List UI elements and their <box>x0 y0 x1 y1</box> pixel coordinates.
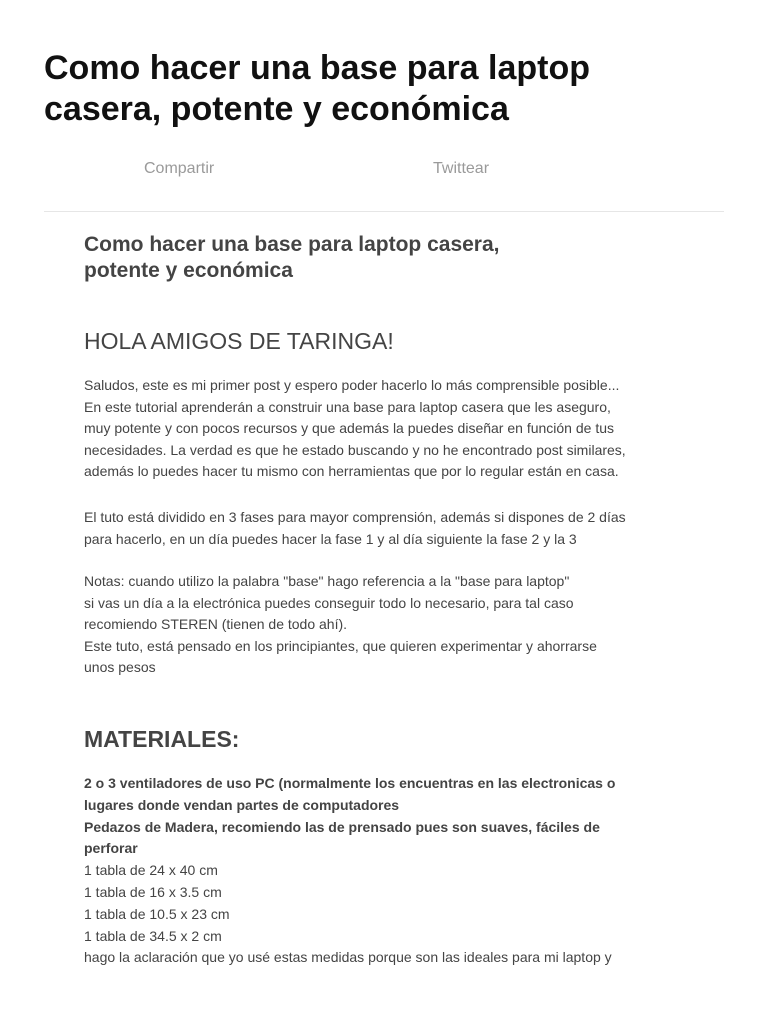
materials-line: 1 tabla de 24 x 40 cm <box>84 862 218 879</box>
materials-line: perforar <box>84 840 138 857</box>
page-title <box>44 48 724 130</box>
page-title-line: casera, potente y económica <box>44 90 509 128</box>
paragraph-line: Este tuto, está pensado en los principiantes, que quieren experimentar y ahorrarse <box>84 637 597 654</box>
materials-list <box>84 773 664 969</box>
post-title-line: potente y económica <box>84 259 293 282</box>
share-button[interactable]: Compartir <box>144 160 215 177</box>
paragraph-line: además lo puedes hacer tu mismo con herramientas que por lo regular están en casa. <box>84 463 619 479</box>
paragraph-line: muy potente y con pocos recursos y que además la puedes diseñar en función de tus <box>84 420 614 436</box>
materials-line: Pedazos de Madera, recomiendo las de prensado pues son suaves, fáciles de <box>84 818 600 835</box>
materials-line: 1 tabla de 34.5 x 2 cm <box>84 927 222 944</box>
paragraph-line: El tuto está dividido en 3 fases para mayor comprensión, además si dispones de 2 días <box>84 509 626 525</box>
notes-paragraph <box>84 571 664 679</box>
paragraph-line: necesidades. La verdad es que he estado buscando y no he encontrado post similares, <box>84 441 626 458</box>
tweet-button[interactable]: Twittear <box>433 160 490 177</box>
greeting-heading: HOLA AMIGOS DE TARINGA! <box>84 328 394 354</box>
paragraph-line: Notas: cuando utilizo la palabra "base" hago referencia a la "base para laptop" <box>84 573 570 589</box>
materials-line: 1 tabla de 10.5 x 23 cm <box>84 905 230 922</box>
page-title-line: Como hacer una base para laptop <box>44 49 591 87</box>
materials-line: lugares donde vendan partes de computadores <box>84 796 400 813</box>
paragraph-line: para hacerlo, en un día puedes hacer la fase 1 y al día siguiente la fase 2 y la 3 <box>84 530 577 547</box>
materials-line: 2 o 3 ventiladores de uso PC (normalmente los encuentras en las electronicas o <box>84 775 616 791</box>
paragraph-line: recomiendo STEREN (tienen de todo ahí). <box>84 616 348 632</box>
intro-paragraph <box>84 375 664 483</box>
paragraph-line: si vas un día a la electrónica puedes conseguir todo lo necesario, para tal caso <box>84 594 574 611</box>
post-title <box>84 232 664 284</box>
phases-paragraph <box>84 507 664 550</box>
share-bar <box>44 156 724 182</box>
post-content <box>84 232 664 966</box>
materials-line: hago la aclaración que yo usé estas medidas porque son las ideales para mi laptop y <box>84 949 612 966</box>
post-title-line: Como hacer una base para laptop casera, <box>84 233 500 256</box>
paragraph-line: unos pesos <box>84 659 156 675</box>
materials-heading: MATERIALES: <box>84 726 240 752</box>
materials-line: 1 tabla de 16 x 3.5 cm <box>84 883 222 900</box>
paragraph-line: En este tutorial aprenderán a construir una base para laptop casera que les aseguro, <box>84 398 611 415</box>
divider <box>44 211 724 212</box>
paragraph-line: Saludos, este es mi primer post y espero poder hacerlo lo más comprensible posible... <box>84 377 620 393</box>
